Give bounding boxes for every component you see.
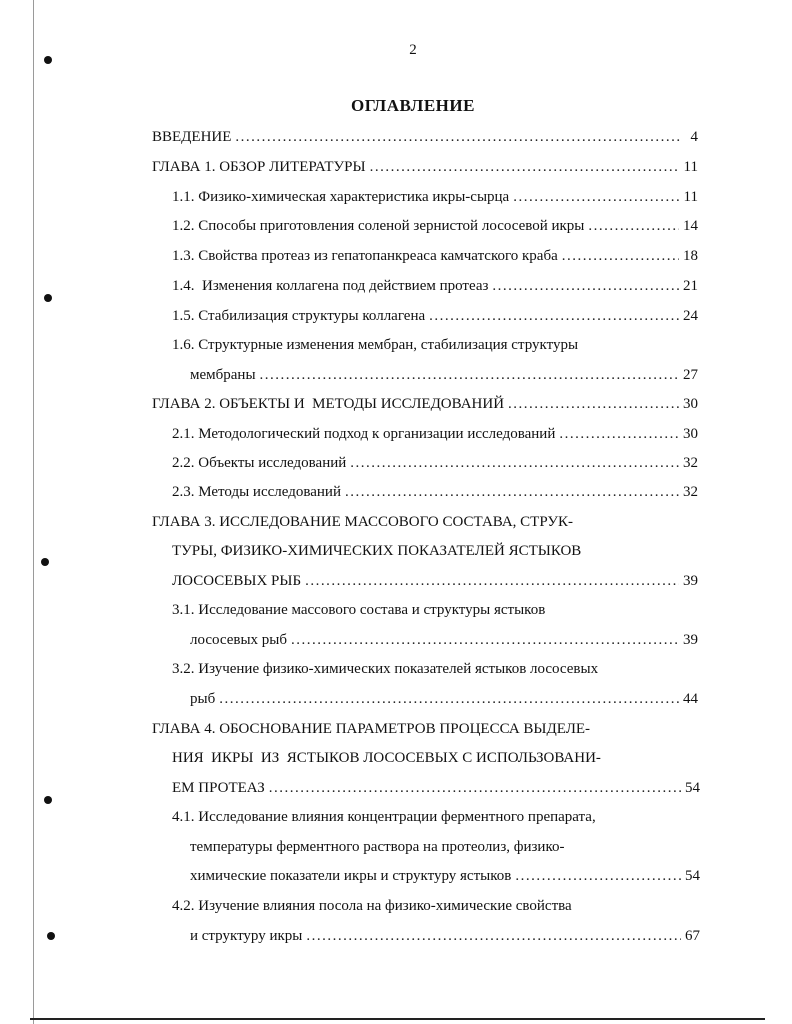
scan-left-edge xyxy=(33,0,34,1024)
toc-entry-text: 1.3. Свойства протеаз из гепатопанкреаса камчатского краба xyxy=(172,248,558,264)
toc-entry-section-1-2 xyxy=(172,215,698,237)
toc-entry-page: 30 xyxy=(683,426,698,442)
toc-entry-section-1-3 xyxy=(172,245,698,267)
toc-entry-chapter-3 xyxy=(172,570,698,592)
toc-entry-section-1-4 xyxy=(172,275,698,297)
toc-entry-page: 11 xyxy=(683,159,698,175)
toc-entry-introduction xyxy=(152,126,698,148)
toc-entry-chapter-3-line-2: ТУРЫ, ФИЗИКО-ХИМИЧЕСКИХ ПОКАЗАТЕЛЕЙ ЯСТЫКОВ xyxy=(172,543,582,559)
toc-entry-section-1-1 xyxy=(172,186,698,208)
toc-entry-chapter-4-line-1: ГЛАВА 4. ОБОСНОВАНИЕ ПАРАМЕТРОВ ПРОЦЕССА ВЫДЕЛЕ- xyxy=(152,721,591,737)
dot-leader xyxy=(235,126,680,148)
toc-entry-page: 24 xyxy=(683,308,698,324)
toc-entry-chapter-1 xyxy=(152,156,698,178)
toc-entry-text: 2.2. Объекты исследований xyxy=(172,455,347,471)
toc-entry-chapter-3-line-1: ГЛАВА 3. ИССЛЕДОВАНИЕ МАССОВОГО СОСТАВА, СТРУК- xyxy=(152,514,573,530)
toc-entry-text: 1.1. Физико-химическая характеристика икры-сырца xyxy=(172,189,510,205)
toc-entry-page: 21 xyxy=(683,278,698,294)
dot-leader xyxy=(269,777,681,799)
toc-entry-page: 14 xyxy=(683,218,698,234)
toc-entry-text: 2.3. Методы исследований xyxy=(172,484,341,500)
toc-entry-section-4-1 xyxy=(190,865,700,887)
toc-entry-section-2-2 xyxy=(172,452,698,474)
toc-entry-section-4-2 xyxy=(190,925,700,947)
dot-leader xyxy=(350,452,679,474)
dot-leader xyxy=(345,481,679,503)
toc-entry-section-1-5 xyxy=(172,305,698,327)
toc-entry-page: 32 xyxy=(683,484,698,500)
toc-entry-text: 1.5. Стабилизация структуры коллагена xyxy=(172,308,426,324)
toc-entry-page: 27 xyxy=(683,367,698,383)
toc-entry-text: рыб xyxy=(190,691,216,707)
dot-leader xyxy=(588,215,679,237)
toc-entry-section-2-3 xyxy=(172,481,698,503)
scan-bottom-edge xyxy=(30,1018,765,1020)
toc-entry-text: 1.4. Изменения коллагена под действием протеаз xyxy=(172,278,489,294)
dot-leader xyxy=(492,275,679,297)
toc-entry-text: мембраны xyxy=(190,367,256,383)
dot-leader xyxy=(559,423,679,445)
toc-entry-text: и структуру икры xyxy=(190,928,303,944)
toc-entry-text: ВВЕДЕНИЕ xyxy=(152,129,232,145)
punch-hole-mark xyxy=(44,294,52,302)
toc-entry-chapter-4-line-2: НИЯ ИКРЫ ИЗ ЯСТЫКОВ ЛОСОСЕВЫХ С ИСПОЛЬЗОВАНИ- xyxy=(172,750,601,766)
toc-entry-chapter-2 xyxy=(152,393,698,415)
dot-leader xyxy=(260,364,679,386)
dot-leader xyxy=(429,305,679,327)
toc-entry-text: ЛОСОСЕВЫХ РЫБ xyxy=(172,573,302,589)
toc-entry-text: 2.1. Методологический подход к организации исследований xyxy=(172,426,556,442)
toc-entry-text: ГЛАВА 2. ОБЪЕКТЫ И МЕТОДЫ ИССЛЕДОВАНИЙ xyxy=(152,396,505,412)
toc-entry-section-4-2-line-1: 4.2. Изучение влияния посола на физико-химические свойства xyxy=(172,898,572,914)
toc-entry-page: 32 xyxy=(683,455,698,471)
punch-hole-mark xyxy=(41,558,49,566)
toc-entry-section-3-2-line-1: 3.2. Изучение физико-химических показателей ястыков лососевых xyxy=(172,661,599,677)
toc-entry-page: 54 xyxy=(685,868,700,884)
dot-leader xyxy=(306,925,681,947)
dot-leader xyxy=(513,186,679,208)
toc-entry-section-3-1-line-1: 3.1. Исследование массового состава и структуры ястыков xyxy=(172,602,546,618)
toc-entry-page: 39 xyxy=(683,573,698,589)
dot-leader xyxy=(305,570,679,592)
toc-entry-text: ЕМ ПРОТЕАЗ xyxy=(172,780,265,796)
toc-entry-section-4-1-line-1: 4.1. Исследование влияния концентрации ферментного препарата, xyxy=(172,809,596,825)
toc-entry-page: 4 xyxy=(690,129,698,145)
toc-entry-section-4-1-line-2: температуры ферментного раствора на протеолиз, физико- xyxy=(190,839,565,855)
toc-entry-section-1-6-line-1: 1.6. Структурные изменения мембран, стабилизация структуры xyxy=(172,337,579,353)
toc-entry-section-3-1 xyxy=(190,629,698,651)
toc-entry-section-3-2 xyxy=(190,688,698,710)
dot-leader xyxy=(562,245,679,267)
toc-entry-text: лососевых рыб xyxy=(190,632,288,648)
dot-leader xyxy=(219,688,679,710)
dot-leader xyxy=(508,393,679,415)
toc-entry-page: 39 xyxy=(683,632,698,648)
toc-entry-text: ГЛАВА 1. ОБЗОР ЛИТЕРАТУРЫ xyxy=(152,159,366,175)
toc-entry-text: химические показатели икры и структуру ястыков xyxy=(190,868,512,884)
toc-entry-page: 30 xyxy=(683,396,698,412)
punch-hole-mark xyxy=(44,796,52,804)
dot-leader xyxy=(291,629,679,651)
dot-leader xyxy=(370,156,680,178)
toc-entry-section-2-1 xyxy=(172,423,698,445)
toc-entry-page: 11 xyxy=(683,189,698,205)
toc-entry-page: 54 xyxy=(685,780,700,796)
toc-entry-chapter-4 xyxy=(172,777,700,799)
toc-title: ОГЛАВЛЕНИЕ xyxy=(351,96,475,115)
toc-entry-page: 18 xyxy=(683,248,698,264)
page-number: 2 xyxy=(409,42,417,58)
dot-leader xyxy=(515,865,681,887)
toc-entry-text: 1.2. Способы приготовления соленой зернистой лососевой икры xyxy=(172,218,585,234)
punch-hole-mark xyxy=(47,932,55,940)
toc-entry-page: 67 xyxy=(685,928,700,944)
toc-entry-section-1-6 xyxy=(190,364,698,386)
toc-entry-page: 44 xyxy=(683,691,698,707)
